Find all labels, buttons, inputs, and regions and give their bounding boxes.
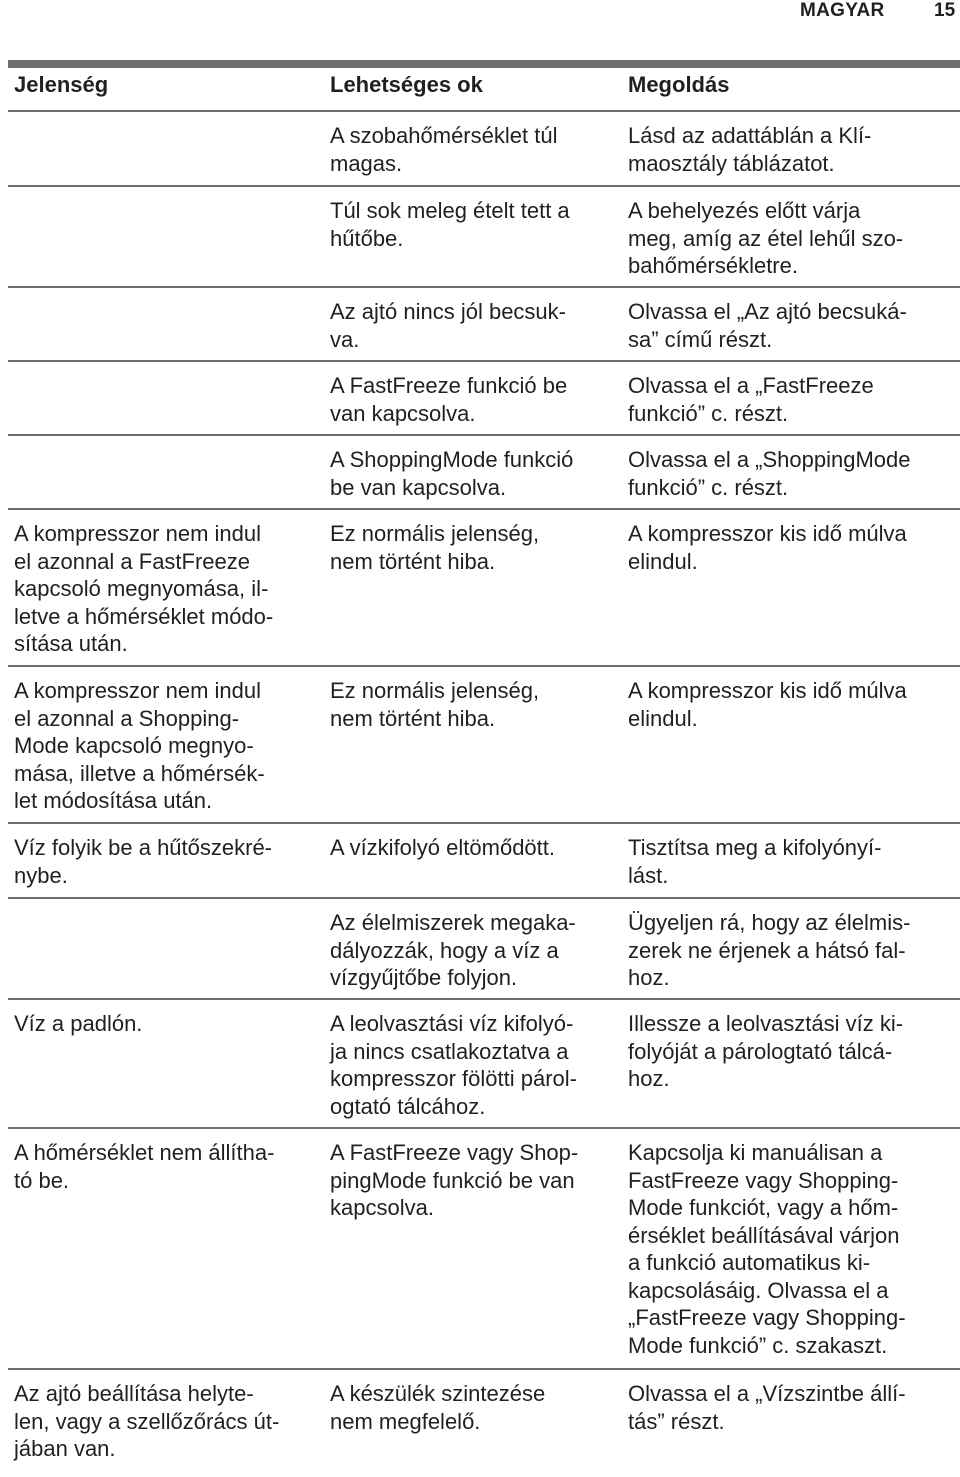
solution-cell: A behelyezés előtt várja meg, amíg az étel lehűl szo- bahőmérsékletre. bbox=[628, 198, 904, 278]
solution-cell: Olvassa el a „Vízszintbe állí- tás” részt. bbox=[628, 1381, 906, 1434]
table-row bbox=[8, 824, 960, 899]
language-label: MAGYAR bbox=[800, 0, 885, 21]
cause-cell: A szobahőmérséklet túl magas. bbox=[330, 123, 558, 176]
table-row bbox=[8, 187, 960, 288]
symptom-cell bbox=[8, 288, 324, 360]
cause-cell: Az ajtó nincs jól becsuk- va. bbox=[330, 299, 566, 352]
symptom-cell: Az ajtó beállítása helyte- len, vagy a szellőzőrács út- jában van. bbox=[14, 1381, 280, 1461]
table-row bbox=[8, 436, 960, 510]
cause-cell: A FastFreeze funkció be van kapcsolva. bbox=[330, 373, 568, 426]
table-row bbox=[8, 667, 960, 824]
solution-cell: Kapcsolja ki manuálisan a FastFreeze vagy Shopping- Mode funkciót, vagy a hőm- érséklet beállításával várjon a funkció automatikus ki- kapcsolásáig. Olvassa el a „FastFreeze vagy Shopping- Mode funkció” c. szakaszt. bbox=[628, 1140, 906, 1358]
symptom-cell: A hőmérséklet nem állítha- tó be. bbox=[14, 1140, 275, 1193]
table-row bbox=[8, 1129, 960, 1370]
cause-cell: Túl sok meleg ételt tett a hűtőbe. bbox=[330, 198, 570, 251]
solution-cell: Olvassa el a „ShoppingMode funkció” c. részt. bbox=[628, 447, 911, 500]
troubleshooting-table bbox=[8, 110, 960, 1470]
table-row bbox=[8, 899, 960, 1000]
column-header-cause: Lehetséges ok bbox=[330, 72, 483, 97]
column-header-symptom: Jelenség bbox=[14, 72, 109, 97]
cause-cell: Ez normális jelenség, nem történt hiba. bbox=[330, 521, 540, 574]
table-row bbox=[8, 510, 960, 667]
symptom-cell bbox=[8, 112, 324, 185]
solution-cell: Illessze a leolvasztási víz ki- folyóját a párologtató tálcá- hoz. bbox=[628, 1011, 904, 1091]
cause-cell: Az élelmiszerek megaka- dályozzák, hogy a víz a vízgyűjtőbe folyjon. bbox=[330, 910, 576, 990]
solution-cell: Tisztítsa meg a kifolyónyí- lást. bbox=[628, 835, 882, 888]
solution-cell: Ügyeljen rá, hogy az élelmis- zerek ne érjenek a hátsó fal- hoz. bbox=[628, 910, 911, 990]
symptom-cell: Víz a padlón. bbox=[14, 1011, 143, 1036]
symptom-cell bbox=[8, 362, 324, 434]
solution-cell: Olvassa el „Az ajtó becsuká- sa” című részt. bbox=[628, 299, 907, 352]
symptom-cell bbox=[8, 436, 324, 508]
solution-cell: A kompresszor kis idő múlva elindul. bbox=[628, 521, 907, 574]
symptom-cell bbox=[8, 899, 324, 998]
table-row bbox=[8, 1000, 960, 1129]
table-row bbox=[8, 112, 960, 187]
symptom-cell bbox=[8, 187, 324, 286]
header-divider bbox=[8, 60, 960, 68]
cause-cell: A FastFreeze vagy Shop- pingMode funkció be van kapcsolva. bbox=[330, 1140, 579, 1220]
cause-cell: Ez normális jelenség, nem történt hiba. bbox=[330, 678, 540, 731]
cause-cell: A ShoppingMode funkció be van kapcsolva. bbox=[330, 447, 574, 500]
symptom-cell: A kompresszor nem indul el azonnal a FastFreeze kapcsoló megnyomása, il- letve a hőmérséklet módo- sítása után. bbox=[14, 521, 274, 656]
symptom-cell: A kompresszor nem indul el azonnal a Shopping- Mode kapcsoló megnyo- mása, illetve a hőmérsék- let módosítása után. bbox=[14, 678, 265, 813]
table-row bbox=[8, 288, 960, 362]
cause-cell: A készülék szintezése nem megfelelő. bbox=[330, 1381, 546, 1434]
symptom-cell: Víz folyik be a hűtőszekré- nybe. bbox=[14, 835, 273, 888]
page-number: 15 bbox=[934, 0, 956, 21]
cause-cell: A leolvasztási víz kifolyó- ja nincs csatlakoztatva a kompresszor fölötti párol- ogtató tálcához. bbox=[330, 1011, 577, 1119]
table-row bbox=[8, 362, 960, 436]
cause-cell: A vízkifolyó eltömődött. bbox=[330, 835, 555, 860]
table-row bbox=[8, 1370, 960, 1470]
column-header-solution: Megoldás bbox=[628, 72, 730, 97]
solution-cell: Olvassa el a „FastFreeze funkció” c. részt. bbox=[628, 373, 874, 426]
solution-cell: A kompresszor kis idő múlva elindul. bbox=[628, 678, 907, 731]
page-header bbox=[0, 0, 960, 40]
solution-cell: Lásd az adattáblán a Klí- maosztály táblázatot. bbox=[628, 123, 872, 176]
